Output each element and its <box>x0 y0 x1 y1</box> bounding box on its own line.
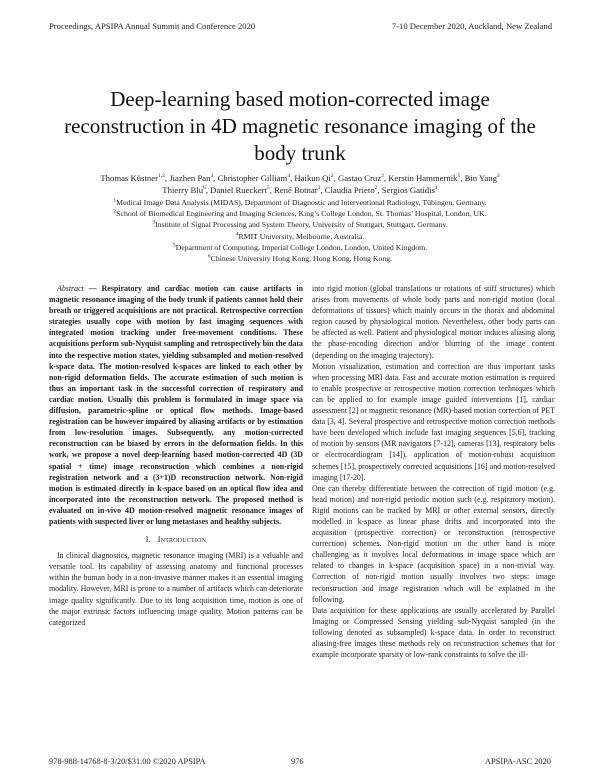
author-affiliation-mark: 1,2 <box>158 173 165 180</box>
affiliation-number: 6 <box>207 253 211 260</box>
author-line-1: Thomas Küstner$^{1,2}$, Jiazhen Pan$^3$, Christopher Gilliam$^4$, Haikun Qi$^2$, Gastao Cruz$^2$, Kerstin Hammernik$^5$, Bin Yang$^3$ <box>100 173 500 183</box>
section-title: Introduction <box>157 535 207 545</box>
footer-isbn: 978-988-14768-8-3/20/$31.00 ©2020 APSIPA <box>49 757 206 766</box>
author-list <box>48 172 552 196</box>
section-number: I. <box>145 535 151 545</box>
affiliation-text: Medical Image Data Analysis (MIDAS), Department of Diagnostic and Interventional Radiology, Tübingen, Germany. <box>116 198 487 207</box>
body-paragraph: One can thereby differentiate between the correction of rigid motion (e.g. head motion) and non-rigid periodic motion such (e.g. respiratory motion). Rigid motions can be tracked by MRI or other external sensors, directly modelled in k-space as linear phase drifts and incorporated into the acquisition (prospective correction) or reconstruction (retrospective correction) schemes. Non-rigid motion on the other hand is more challenging as it involves local deformations in image space which are related to changes in k-space (acquisition space) in a non-trivial way. Correction of non-rigid motion usually involves two steps: image reconstruction and image registration which will be explained in the following. <box>312 483 555 604</box>
author-affiliation-mark: 2 <box>374 185 378 192</box>
section-heading <box>49 534 303 545</box>
left-column <box>49 283 303 628</box>
author-name: Thomas Küstner <box>100 173 158 183</box>
author-name: Daniel Rueckert <box>210 185 267 196</box>
affiliation-line <box>48 197 552 208</box>
affiliation-list <box>48 197 552 264</box>
right-column <box>312 283 555 660</box>
author-affiliation-mark: 5 <box>457 173 461 180</box>
body-paragraph: Motion visualization, estimation and correction are thus important tasks when processing MRI data. Fast and accurate motion estimation is required to enable prospective or retrospective motion correction techniques which can be applied to for example image guided interventions [1], cardiac assessment [2] or magnetic resonance (MR)-based motion correction of PET data [3, 4]. Several prospective and retrospective motion correction methods have been developed which include fast imaging sequences [5,6], tracking of motion by sensors (MR navigators [7-12], cameras [13], respiratory belts or electrocardiogram [14]), application of motion-robust acquisition schemes [15], prospectively corrected acquisitions [16] and motion-resolved imaging [17-20]. <box>312 361 555 482</box>
author-name: Gastao Cruz <box>337 173 382 183</box>
author-line-2: Thierry Blu$^6$, Daniel Rueckert$^5$, René Botnar$^2$, Claudia Prieto$^2$, Sergios Gatidis$^1$ <box>162 185 438 196</box>
abstract-label: Abstract <box>57 284 84 293</box>
affiliation-text: RMIT University, Melbourne, Australia. <box>238 231 365 241</box>
affiliation-number: 4 <box>235 231 239 238</box>
author-affiliation-mark: 2 <box>330 173 334 180</box>
author-name: René Botnar <box>273 185 318 196</box>
affiliation-number: 5 <box>172 242 176 249</box>
affiliation-text: Institute of Signal Processing and System Theory, University of Stuttgart, Stuttgart, Germany. <box>155 220 448 230</box>
abstract-body: — Respiratory and cardiac motion can cause artifacts in magnetic resonance imaging of the body trunk if patients cannot hold their breath or triggered acquisitions are not practical. Retrospective correction strategies usually cope with motion by fast imaging sequences with integrated motion tracking under free-movement conditions. These acquisitions perform sub-Nyquist sampling and retrospectively bin the data into the respective motion states, yielding subsampled and motion-resolved k-space data. The motion-resolved k-spaces are linked to each other by non-rigid deformation fields. The accurate estimation of such motion is thus an important task in the successful correction of respiratory and cardiac motion. Usually this problem is formulated in image space via diffusion, parametric-spline or optical flow methods. Image-based registration can be however impaired by aliasing artifacts or by estimation from low-resolution images. Subsequently, any motion-corrected reconstruction can be biased by errors in the deformation fields. In this work, we propose a novel deep-learning based motion-corrected 4D (3D spatial + time) image reconstruction which combines a non-rigid registration network and a (3+1)D reconstruction network. Non-rigid motion is estimated directly in k-space based on an optical flow idea and incorporated into the reconstruction network. The proposed method is evaluated on in-vivo 4D motion-resolved magnetic resonance images of patients with suspected liver or lung metastases and healthy subjects. <box>49 284 303 526</box>
author-name: Haikun Qi <box>294 173 331 183</box>
body-paragraph: into rigid motion (global translations or rotations of stiff structures) which arises from movements of whole body parts and non-rigid motion (local deformations of tissues) which mainly occurs in the thorax and abdominal region caused by physiological motion. Nevertheless, other body parts can be affected as well. Patient and physiological motion induces aliasing along the phase-encoding direction and/or blurring of the image content (depending on the imaging trajectory). <box>312 284 555 360</box>
author-affiliation-mark: 2 <box>317 185 321 192</box>
affiliation-text: Chinese University Hong Kong, Hong Kong, Hong Kong. <box>210 254 393 264</box>
author-affiliation-mark: 3 <box>210 173 214 180</box>
affiliation-line <box>48 242 552 253</box>
affiliation-number: 3 <box>152 219 156 226</box>
author-affiliation-mark: 4 <box>287 173 291 180</box>
affiliation-number: 1 <box>113 197 117 204</box>
affiliation-line <box>48 231 552 242</box>
author-affiliation-mark: 3 <box>496 173 500 180</box>
affiliation-text: School of Biomedical Engineering and Imaging Sciences, King’s College London, St. Thomas’ Hospital, London, UK. <box>116 209 487 219</box>
paper-title: Deep-learning based motion-corrected image reconstruction in 4D magnetic resonance imaging of the body trunk <box>64 87 536 165</box>
running-header-right: 7-10 December 2020, Auckland, New Zealand <box>391 21 552 31</box>
page-number: 976 <box>291 757 304 766</box>
author-affiliation-mark: 2 <box>381 173 384 180</box>
running-header-left: Proceedings, APSIPA Annual Summit and Conference 2020 <box>49 21 256 31</box>
affiliation-line <box>48 208 552 219</box>
body-paragraph: Data acquisition for these applications are usually accelerated by Parallel Imaging or Compressed Sensing yielding sub-Nyquist sampled (in the following denoted as subsampled) k-space data. In order to reconstruct aliasing-free images these methods rely on reconstruction schemes that for example incorporate sparsity or low-rank constraints to solve the ill- <box>312 605 555 660</box>
affiliation-line <box>48 219 552 230</box>
author-affiliation-mark: 6 <box>203 185 206 192</box>
affiliation-text: Department of Computing, Imperial College London, London, United Kingdom. <box>175 242 428 252</box>
intro-paragraph: In clinical diagnostics, magnetic resonance imaging (MRI) is a valuable and versatile tool. Its capability of assessing anatomy and functional processes within the human body in a non-invasive manner makes it an essential imaging modality. However, MRI is prone to a number of artifacts which can deteriorate image quality significantly. Due to its long acquisition time, motion is one of the major extrinsic factors influencing image quality. Motion patterns can be categorized <box>49 551 303 627</box>
author-name: Kerstin Hammernik <box>388 173 458 183</box>
affiliation-line <box>48 253 552 264</box>
author-name: Christopher Gilliam <box>217 173 288 183</box>
affiliation-number: 2 <box>113 208 117 215</box>
abstract <box>49 283 303 527</box>
author-name: Thierry Blu <box>162 185 204 196</box>
footer-conference: APSIPA-ASC 2020 <box>484 757 551 766</box>
author-affiliation-mark: 5 <box>266 185 270 192</box>
author-name: Bin Yang <box>464 173 497 183</box>
author-affiliation-mark: 1 <box>434 185 438 192</box>
author-name: Claudia Prieto <box>324 185 375 196</box>
author-name: Sergios Gatidis <box>381 185 435 196</box>
author-name: Jiazhen Pan <box>169 173 211 183</box>
